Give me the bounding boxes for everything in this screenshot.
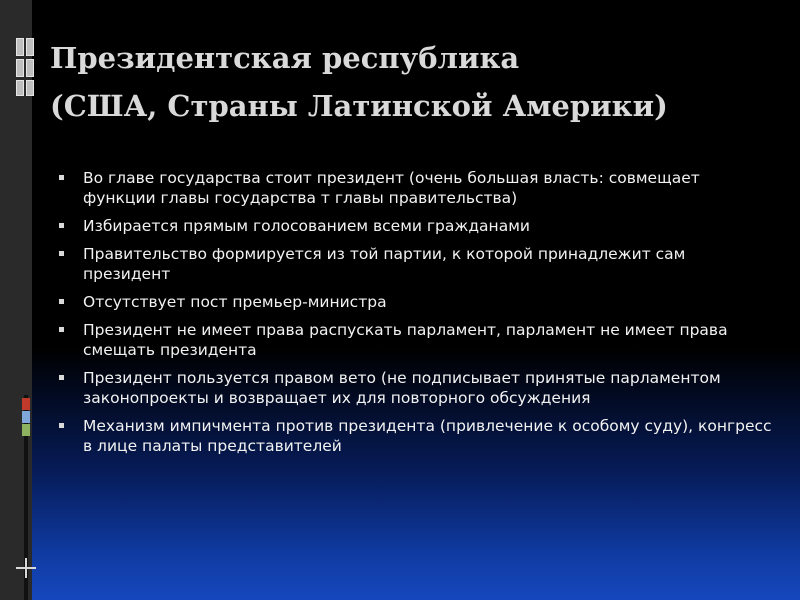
bullet-item — [56, 368, 776, 408]
bullet-item — [56, 292, 776, 312]
bullet-text: Во главе государства стоит президент (очень большая власть: совмещает функции главы государства т главы правительства) — [83, 169, 700, 207]
decor-squares-icon — [16, 38, 36, 98]
bullet-text: Механизм импичмента против президента (привлечение к особому суду), конгресс в лице палаты представителей — [83, 417, 772, 455]
bullet-list — [56, 168, 776, 464]
square-bullet-icon — [59, 375, 64, 380]
title-line-2: (США, Страны Латинской Америки) — [50, 89, 668, 123]
slide-title — [50, 34, 780, 130]
square-bullet-icon — [59, 299, 64, 304]
title-line-1: Президентская республика — [50, 41, 520, 75]
decor-cross-icon — [16, 558, 36, 578]
square-bullet-icon — [59, 223, 64, 228]
decor-color-marks-icon — [22, 398, 30, 446]
slide — [32, 0, 800, 600]
bullet-item — [56, 168, 776, 208]
bullet-text: Президент не имеет права распускать парламент, парламент не имеет права смещать президента — [83, 321, 728, 359]
bullet-item — [56, 216, 776, 236]
bullet-text: Президент пользуется правом вето (не подписывает принятые парламентом законопроекты и возвращает их для повторного обсуждения — [83, 369, 721, 407]
square-bullet-icon — [59, 327, 64, 332]
bullet-item — [56, 244, 776, 284]
bullet-text: Правительство формируется из той партии, к которой принадлежит сам президент — [83, 245, 686, 283]
square-bullet-icon — [59, 251, 64, 256]
bullet-item — [56, 416, 776, 456]
bullet-text: Отсутствует пост премьер-министра — [83, 293, 387, 311]
square-bullet-icon — [59, 423, 64, 428]
square-bullet-icon — [59, 175, 64, 180]
bullet-text: Избирается прямым голосованием всеми гражданами — [83, 217, 530, 235]
bullet-item — [56, 320, 776, 360]
